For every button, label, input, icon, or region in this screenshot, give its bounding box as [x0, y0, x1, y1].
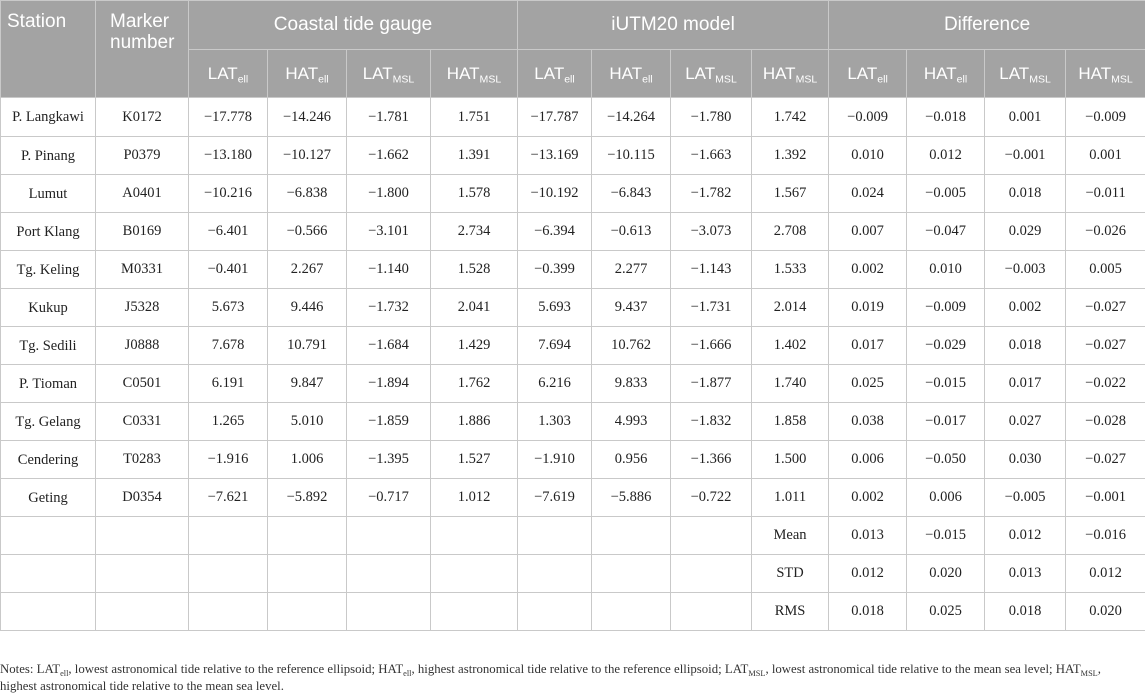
- gauge-value-cell: −0.566: [268, 213, 347, 251]
- stats-label-cell: STD: [752, 555, 829, 593]
- empty-cell: [592, 517, 671, 555]
- empty-cell: [347, 555, 431, 593]
- station-cell: Tg. Sedili: [1, 327, 96, 365]
- model-value-cell: −1.731: [671, 289, 752, 327]
- model-value-cell: −1.663: [671, 137, 752, 175]
- stats-value-cell: 0.018: [985, 593, 1066, 631]
- stats-row: [1, 593, 1145, 631]
- gauge-value-cell: 2.267: [268, 251, 347, 289]
- subheader-model-lat-ell: [518, 50, 592, 98]
- empty-cell: [1, 593, 96, 631]
- station-cell: Cendering: [1, 441, 96, 479]
- subheader-gauge-lat-ell: [189, 50, 268, 98]
- model-value-cell: −0.722: [671, 479, 752, 517]
- marker-cell: A0401: [96, 175, 189, 213]
- table-header: [1, 1, 1145, 98]
- gauge-value-cell: 1.528: [431, 251, 518, 289]
- model-value-cell: 2.277: [592, 251, 671, 289]
- empty-cell: [592, 593, 671, 631]
- empty-cell: [671, 555, 752, 593]
- station-cell: Tg. Keling: [1, 251, 96, 289]
- model-value-cell: −0.399: [518, 251, 592, 289]
- gauge-value-cell: −6.838: [268, 175, 347, 213]
- diff-value-cell: 0.030: [985, 441, 1066, 479]
- empty-cell: [189, 555, 268, 593]
- gauge-value-cell: −17.778: [189, 98, 268, 137]
- marker-cell: P0379: [96, 137, 189, 175]
- gauge-value-cell: −5.892: [268, 479, 347, 517]
- header-station: Station: [1, 1, 96, 98]
- table-row: [1, 365, 1145, 403]
- marker-cell: B0169: [96, 213, 189, 251]
- gauge-value-cell: −13.180: [189, 137, 268, 175]
- empty-cell: [96, 593, 189, 631]
- gauge-value-cell: −1.140: [347, 251, 431, 289]
- empty-cell: [347, 593, 431, 631]
- notes-term-base: LAT: [724, 662, 749, 676]
- model-value-cell: −1.666: [671, 327, 752, 365]
- diff-value-cell: −0.026: [1066, 213, 1145, 251]
- subheader-base: HAT: [762, 63, 796, 83]
- empty-cell: [431, 555, 518, 593]
- subheader-base: LAT: [999, 63, 1030, 83]
- subheader-subscript: ell: [956, 73, 968, 86]
- model-value-cell: 1.500: [752, 441, 829, 479]
- diff-value-cell: 0.025: [829, 365, 907, 403]
- diff-value-cell: 0.006: [829, 441, 907, 479]
- subheader-model-hat-msl: [752, 50, 829, 98]
- diff-value-cell: 0.029: [985, 213, 1066, 251]
- model-value-cell: 1.402: [752, 327, 829, 365]
- stats-value-cell: 0.013: [829, 517, 907, 555]
- gauge-value-cell: −1.916: [189, 441, 268, 479]
- diff-value-cell: 0.002: [829, 479, 907, 517]
- gauge-value-cell: 1.751: [431, 98, 518, 137]
- model-value-cell: −10.192: [518, 175, 592, 213]
- table-row: [1, 403, 1145, 441]
- gauge-value-cell: 1.762: [431, 365, 518, 403]
- table-row: [1, 175, 1145, 213]
- stats-row: [1, 555, 1145, 593]
- gauge-value-cell: 1.527: [431, 441, 518, 479]
- subheader-subscript: MSL: [715, 73, 737, 86]
- empty-cell: [189, 593, 268, 631]
- station-cell: P. Tioman: [1, 365, 96, 403]
- empty-cell: [431, 593, 518, 631]
- empty-cell: [671, 593, 752, 631]
- station-cell: Tg. Gelang: [1, 403, 96, 441]
- diff-value-cell: −0.027: [1066, 289, 1145, 327]
- subheader-subscript: ell: [877, 73, 888, 86]
- station-cell: Port Klang: [1, 213, 96, 251]
- diff-value-cell: 0.007: [829, 213, 907, 251]
- diff-value-cell: 0.006: [907, 479, 985, 517]
- subheader-base: HAT: [923, 63, 957, 83]
- diff-value-cell: −0.009: [907, 289, 985, 327]
- subheader-subscript: MSL: [392, 73, 415, 86]
- notes-term-base: LAT: [36, 662, 61, 676]
- diff-value-cell: 0.024: [829, 175, 907, 213]
- notes-term-subscript: MSL: [748, 668, 766, 678]
- diff-value-cell: −0.003: [985, 251, 1066, 289]
- gauge-value-cell: −14.246: [268, 98, 347, 137]
- subheader-diff-hat-ell: [907, 50, 985, 98]
- empty-cell: [431, 517, 518, 555]
- subheader-base: HAT: [609, 63, 643, 83]
- notes-term-definition: , lowest astronomical tide relative to the reference ellipsoid;: [68, 662, 379, 676]
- table-row: [1, 213, 1145, 251]
- diff-value-cell: −0.009: [1066, 98, 1145, 137]
- subheader-subscript: ell: [237, 73, 249, 86]
- model-value-cell: 1.533: [752, 251, 829, 289]
- station-cell: Lumut: [1, 175, 96, 213]
- diff-value-cell: 0.017: [829, 327, 907, 365]
- empty-cell: [96, 517, 189, 555]
- diff-value-cell: 0.005: [1066, 251, 1145, 289]
- table-row: [1, 441, 1145, 479]
- empty-cell: [518, 555, 592, 593]
- gauge-value-cell: −1.684: [347, 327, 431, 365]
- empty-cell: [518, 517, 592, 555]
- table-row: [1, 479, 1145, 517]
- diff-value-cell: −0.018: [907, 98, 985, 137]
- model-value-cell: −0.613: [592, 213, 671, 251]
- diff-value-cell: −0.005: [985, 479, 1066, 517]
- gauge-value-cell: 1.006: [268, 441, 347, 479]
- subheader-model-lat-msl: [671, 50, 752, 98]
- marker-cell: C0331: [96, 403, 189, 441]
- diff-value-cell: 0.027: [985, 403, 1066, 441]
- subheader-diff-lat-ell: [829, 50, 907, 98]
- marker-cell: J0888: [96, 327, 189, 365]
- model-value-cell: −1.832: [671, 403, 752, 441]
- model-value-cell: 1.303: [518, 403, 592, 441]
- diff-value-cell: 0.001: [985, 98, 1066, 137]
- gauge-value-cell: 1.578: [431, 175, 518, 213]
- diff-value-cell: 0.018: [985, 327, 1066, 365]
- gauge-value-cell: −6.401: [189, 213, 268, 251]
- notes-prefix: Notes:: [0, 662, 37, 676]
- subheader-base: LAT: [685, 63, 716, 83]
- diff-value-cell: 0.010: [907, 251, 985, 289]
- header-difference: Difference: [829, 1, 1145, 50]
- model-value-cell: −1.780: [671, 98, 752, 137]
- station-cell: P. Pinang: [1, 137, 96, 175]
- stats-row: [1, 517, 1145, 555]
- model-value-cell: −7.619: [518, 479, 592, 517]
- stats-value-cell: −0.016: [1066, 517, 1145, 555]
- model-value-cell: −1.782: [671, 175, 752, 213]
- gauge-value-cell: 7.678: [189, 327, 268, 365]
- stats-value-cell: 0.020: [907, 555, 985, 593]
- gauge-value-cell: −0.717: [347, 479, 431, 517]
- notes-term-definition: , lowest astronomical tide relative to the mean sea level;: [765, 662, 1056, 676]
- stats-label-cell: RMS: [752, 593, 829, 631]
- notes-term-subscript: ell: [403, 668, 412, 678]
- empty-cell: [189, 517, 268, 555]
- gauge-value-cell: 10.791: [268, 327, 347, 365]
- subheader-gauge-hat-msl: [431, 50, 518, 98]
- subheader-base: LAT: [847, 63, 878, 83]
- gauge-value-cell: 1.886: [431, 403, 518, 441]
- gauge-value-cell: −7.621: [189, 479, 268, 517]
- marker-cell: J5328: [96, 289, 189, 327]
- model-value-cell: −1.366: [671, 441, 752, 479]
- station-cell: P. Langkawi: [1, 98, 96, 137]
- notes-term-subscript: MSL: [1080, 668, 1098, 678]
- model-value-cell: −14.264: [592, 98, 671, 137]
- model-value-cell: −17.787: [518, 98, 592, 137]
- empty-cell: [268, 593, 347, 631]
- gauge-value-cell: 5.010: [268, 403, 347, 441]
- stats-value-cell: 0.012: [1066, 555, 1145, 593]
- marker-cell: M0331: [96, 251, 189, 289]
- diff-value-cell: −0.050: [907, 441, 985, 479]
- model-value-cell: −10.115: [592, 137, 671, 175]
- gauge-value-cell: 9.446: [268, 289, 347, 327]
- stats-label-cell: Mean: [752, 517, 829, 555]
- marker-cell: T0283: [96, 441, 189, 479]
- empty-cell: [1, 517, 96, 555]
- model-value-cell: −6.843: [592, 175, 671, 213]
- subheader-subscript: ell: [642, 73, 653, 86]
- model-value-cell: 4.993: [592, 403, 671, 441]
- gauge-value-cell: −1.781: [347, 98, 431, 137]
- empty-cell: [268, 517, 347, 555]
- table-body: [1, 98, 1145, 631]
- diff-value-cell: 0.038: [829, 403, 907, 441]
- gauge-value-cell: −1.732: [347, 289, 431, 327]
- diff-value-cell: 0.010: [829, 137, 907, 175]
- subheader-base: HAT: [1078, 63, 1112, 83]
- stats-value-cell: 0.018: [829, 593, 907, 631]
- gauge-value-cell: 1.391: [431, 137, 518, 175]
- subheader-base: LAT: [207, 63, 238, 83]
- empty-cell: [268, 555, 347, 593]
- model-value-cell: 5.693: [518, 289, 592, 327]
- diff-value-cell: −0.027: [1066, 441, 1145, 479]
- empty-cell: [1, 555, 96, 593]
- gauge-value-cell: 2.734: [431, 213, 518, 251]
- diff-value-cell: 0.001: [1066, 137, 1145, 175]
- table-row: [1, 137, 1145, 175]
- diff-value-cell: −0.011: [1066, 175, 1145, 213]
- stats-value-cell: 0.013: [985, 555, 1066, 593]
- table-notes: [0, 661, 1140, 695]
- diff-value-cell: −0.027: [1066, 327, 1145, 365]
- subheader-subscript: MSL: [479, 73, 502, 86]
- gauge-value-cell: 9.847: [268, 365, 347, 403]
- subheader-gauge-lat-msl: [347, 50, 431, 98]
- subheader-base: HAT: [285, 63, 319, 83]
- notes-term-base: HAT: [378, 662, 404, 676]
- model-value-cell: 1.392: [752, 137, 829, 175]
- model-value-cell: 6.216: [518, 365, 592, 403]
- gauge-value-cell: −1.894: [347, 365, 431, 403]
- notes-term-base: HAT: [1055, 662, 1081, 676]
- diff-value-cell: −0.029: [907, 327, 985, 365]
- model-value-cell: 1.742: [752, 98, 829, 137]
- subheader-base: HAT: [446, 63, 480, 83]
- diff-value-cell: 0.017: [985, 365, 1066, 403]
- subheader-base: LAT: [534, 63, 565, 83]
- diff-value-cell: 0.002: [985, 289, 1066, 327]
- subheader-subscript: MSL: [1111, 73, 1133, 86]
- subheader-subscript: MSL: [795, 73, 818, 86]
- model-value-cell: 10.762: [592, 327, 671, 365]
- gauge-value-cell: −10.127: [268, 137, 347, 175]
- diff-value-cell: −0.001: [1066, 479, 1145, 517]
- model-value-cell: 7.694: [518, 327, 592, 365]
- model-value-cell: 1.011: [752, 479, 829, 517]
- marker-cell: C0501: [96, 365, 189, 403]
- gauge-value-cell: −10.216: [189, 175, 268, 213]
- diff-value-cell: 0.002: [829, 251, 907, 289]
- model-value-cell: 9.437: [592, 289, 671, 327]
- diff-value-cell: 0.019: [829, 289, 907, 327]
- model-value-cell: −1.910: [518, 441, 592, 479]
- subheader-subscript: ell: [564, 73, 575, 86]
- gauge-value-cell: 2.041: [431, 289, 518, 327]
- empty-cell: [671, 517, 752, 555]
- header-marker-number: Marker number: [96, 1, 189, 98]
- gauge-value-cell: −0.401: [189, 251, 268, 289]
- table-row: [1, 289, 1145, 327]
- model-value-cell: 1.858: [752, 403, 829, 441]
- empty-cell: [518, 593, 592, 631]
- diff-value-cell: −0.005: [907, 175, 985, 213]
- gauge-value-cell: 1.012: [431, 479, 518, 517]
- model-value-cell: 2.708: [752, 213, 829, 251]
- table-row: [1, 251, 1145, 289]
- diff-value-cell: −0.009: [829, 98, 907, 137]
- marker-cell: D0354: [96, 479, 189, 517]
- station-cell: Kukup: [1, 289, 96, 327]
- subheader-diff-hat-msl: [1066, 50, 1145, 98]
- model-value-cell: −3.073: [671, 213, 752, 251]
- station-cell: Geting: [1, 479, 96, 517]
- gauge-value-cell: −1.662: [347, 137, 431, 175]
- subheader-subscript: MSL: [1029, 73, 1051, 86]
- model-value-cell: 1.740: [752, 365, 829, 403]
- model-value-cell: −6.394: [518, 213, 592, 251]
- stats-value-cell: 0.012: [985, 517, 1066, 555]
- notes-term-definition: , highest astronomical tide relative to the mean sea level.: [0, 662, 1101, 693]
- marker-cell: K0172: [96, 98, 189, 137]
- model-value-cell: −5.886: [592, 479, 671, 517]
- model-value-cell: −1.143: [671, 251, 752, 289]
- notes-term-subscript: ell: [60, 668, 69, 678]
- diff-value-cell: −0.017: [907, 403, 985, 441]
- diff-value-cell: −0.047: [907, 213, 985, 251]
- gauge-value-cell: −1.395: [347, 441, 431, 479]
- gauge-value-cell: −1.800: [347, 175, 431, 213]
- model-value-cell: 9.833: [592, 365, 671, 403]
- stats-value-cell: −0.015: [907, 517, 985, 555]
- empty-cell: [592, 555, 671, 593]
- table-row: [1, 327, 1145, 365]
- gauge-value-cell: −1.859: [347, 403, 431, 441]
- diff-value-cell: −0.015: [907, 365, 985, 403]
- table-row: [1, 98, 1145, 137]
- header-iutm20-model: iUTM20 model: [518, 1, 829, 50]
- notes-term-definition: , highest astronomical tide relative to the reference ellipsoid;: [411, 662, 725, 676]
- empty-cell: [347, 517, 431, 555]
- model-value-cell: −13.169: [518, 137, 592, 175]
- diff-value-cell: −0.001: [985, 137, 1066, 175]
- empty-cell: [96, 555, 189, 593]
- subheader-model-hat-ell: [592, 50, 671, 98]
- model-value-cell: 2.014: [752, 289, 829, 327]
- diff-value-cell: −0.028: [1066, 403, 1145, 441]
- stats-value-cell: 0.012: [829, 555, 907, 593]
- model-value-cell: 1.567: [752, 175, 829, 213]
- subheader-gauge-hat-ell: [268, 50, 347, 98]
- model-value-cell: 0.956: [592, 441, 671, 479]
- stats-value-cell: 0.020: [1066, 593, 1145, 631]
- diff-value-cell: 0.012: [907, 137, 985, 175]
- gauge-value-cell: 6.191: [189, 365, 268, 403]
- subheader-subscript: ell: [318, 73, 329, 86]
- diff-value-cell: 0.018: [985, 175, 1066, 213]
- diff-value-cell: −0.022: [1066, 365, 1145, 403]
- gauge-value-cell: −3.101: [347, 213, 431, 251]
- subheader-diff-lat-msl: [985, 50, 1066, 98]
- subheader-base: LAT: [362, 63, 393, 83]
- gauge-value-cell: 1.429: [431, 327, 518, 365]
- gauge-value-cell: 5.673: [189, 289, 268, 327]
- header-coastal-tide-gauge: Coastal tide gauge: [189, 1, 518, 50]
- model-value-cell: −1.877: [671, 365, 752, 403]
- gauge-value-cell: 1.265: [189, 403, 268, 441]
- stats-value-cell: 0.025: [907, 593, 985, 631]
